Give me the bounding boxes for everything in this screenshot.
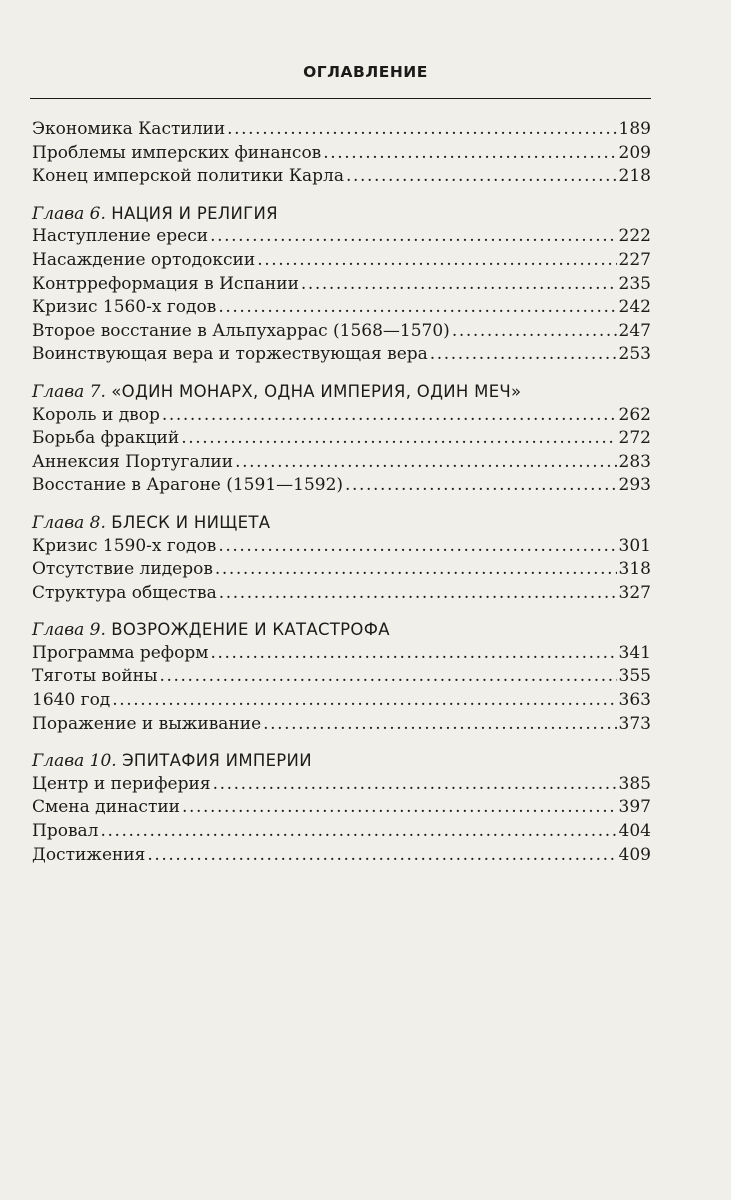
toc-entry-page: 409 — [618, 844, 651, 865]
leader-dots — [210, 225, 616, 249]
leader-dots — [430, 343, 617, 367]
leader-dots — [345, 474, 617, 498]
chapter-name: ЭПИТАФИЯ ИМПЕРИИ — [122, 751, 312, 771]
leader-dots — [112, 689, 616, 713]
chapter-heading — [32, 511, 651, 535]
leader-dots — [162, 404, 617, 428]
toc-entry-title: Восстание в Арагоне (1591—1592) — [32, 475, 344, 496]
chapter-label: Глава 10. — [32, 751, 117, 772]
toc-entry — [32, 404, 651, 428]
toc-entry-page: 242 — [618, 297, 651, 318]
page-title: ОГЛАВЛЕНИЕ — [303, 63, 428, 81]
toc-entry — [32, 689, 651, 713]
toc-entry-title: Наступление ереси — [32, 226, 209, 247]
toc-entry — [32, 142, 651, 166]
leader-dots — [100, 820, 616, 844]
leader-dots — [301, 273, 617, 297]
toc-entry — [32, 796, 651, 820]
leader-dots — [218, 296, 616, 320]
chapter-group-10 — [32, 749, 651, 867]
chapter-name: НАЦИЯ И РЕЛИГИЯ — [111, 203, 278, 223]
chapter-label: Глава 7. — [32, 381, 106, 402]
toc-entry-page: 262 — [618, 404, 651, 425]
toc-entry — [32, 474, 651, 498]
toc-entry-title: Второе восстание в Альпухаррас (1568—1570) — [32, 320, 450, 341]
toc-entry-page: 235 — [618, 273, 651, 294]
toc-entry — [32, 343, 651, 367]
toc-entry — [32, 642, 651, 666]
toc-entry-page: 283 — [618, 451, 651, 472]
toc-entry-title: Тяготы войны — [32, 666, 158, 687]
toc-entry-page: 397 — [618, 797, 651, 818]
toc-entry — [32, 535, 651, 559]
toc-entry-title: Экономика Кастилии — [32, 119, 226, 139]
chapter-heading — [32, 618, 651, 642]
toc-entry — [32, 225, 651, 249]
toc-entry-title: Конец имперской политики Карла — [32, 166, 344, 187]
table-of-contents — [32, 118, 651, 867]
leader-dots — [227, 118, 616, 142]
toc-entry-page: 373 — [618, 713, 651, 734]
toc-entry — [32, 427, 651, 451]
chapter-name: «ОДИН МОНАРХ, ОДНА ИМПЕРИЯ, ОДИН МЕЧ» — [111, 381, 522, 401]
chapter-label: Глава 6. — [32, 203, 106, 224]
toc-entry-page: 318 — [618, 559, 651, 580]
leader-dots — [323, 142, 616, 166]
leader-dots — [210, 642, 616, 666]
chapter-label: Глава 9. — [32, 620, 106, 641]
toc-entry — [32, 320, 651, 344]
toc-entry — [32, 844, 651, 868]
toc-entry-title: Контрреформация в Испании — [32, 273, 299, 294]
toc-entry-page: 272 — [618, 428, 651, 449]
toc-entry-page: 327 — [618, 582, 651, 603]
leader-dots — [160, 665, 617, 689]
leader-dots — [215, 558, 617, 582]
toc-entry-title: Центр и периферия — [32, 773, 211, 794]
toc-entry-page: 247 — [618, 320, 651, 341]
toc-entry-page: 222 — [618, 226, 651, 247]
chapter-heading — [32, 749, 651, 773]
toc-entry-title: 1640 год — [32, 690, 111, 711]
toc-entry-title: Насаждение ортодоксии — [32, 249, 256, 270]
toc-entry-title: Аннексия Португалии — [32, 451, 234, 472]
toc-entry-title: Программа реформ — [32, 642, 209, 663]
leader-dots — [257, 249, 616, 273]
toc-entry — [32, 249, 651, 273]
intro-entry-group — [32, 118, 651, 189]
toc-entry-title: Кризис 1590-х годов — [32, 535, 217, 556]
chapter-label: Глава 8. — [32, 512, 106, 533]
toc-entry-title: Проблемы имперских финансов — [32, 142, 322, 163]
toc-entry-page: 363 — [618, 690, 651, 711]
toc-entry-title: Отсутствие лидеров — [32, 559, 213, 580]
leader-dots — [218, 535, 616, 559]
toc-entry-title: Борьба фракций — [32, 428, 180, 449]
toc-entry — [32, 773, 651, 797]
toc-entry-title: Провал — [32, 821, 99, 842]
toc-entry-title: Достижения — [32, 844, 146, 865]
chapter-group-8 — [32, 511, 651, 605]
toc-entry-title: Структура общества — [32, 582, 217, 603]
toc-entry-page: 189 — [618, 119, 651, 139]
toc-entry-page: 355 — [618, 666, 651, 687]
toc-entry-title: Поражение и выживание — [32, 713, 262, 734]
toc-entry-page: 385 — [618, 773, 651, 794]
toc-entry-page: 404 — [618, 821, 651, 842]
toc-entry-page: 209 — [618, 142, 651, 163]
chapter-group-7 — [32, 380, 651, 498]
chapter-heading — [32, 202, 651, 226]
toc-entry — [32, 713, 651, 737]
leader-dots — [219, 582, 617, 606]
leader-dots — [452, 320, 617, 344]
chapter-name: ВОЗРОЖДЕНИЕ И КАТАСТРОФА — [111, 620, 390, 640]
leader-dots — [213, 773, 617, 797]
chapter-group-9 — [32, 618, 651, 736]
leader-dots — [147, 844, 616, 868]
toc-entry-page: 341 — [618, 642, 651, 663]
toc-entry — [32, 665, 651, 689]
toc-entry — [32, 273, 651, 297]
toc-entry-page: 301 — [618, 535, 651, 556]
toc-entry — [32, 820, 651, 844]
toc-entry-page: 218 — [618, 166, 651, 187]
toc-entry — [32, 296, 651, 320]
chapter-group-6 — [32, 202, 651, 367]
toc-entry-page: 227 — [618, 249, 651, 270]
header-divider — [30, 98, 651, 99]
leader-dots — [181, 427, 616, 451]
toc-entry-page: 293 — [618, 475, 651, 496]
toc-entry — [32, 165, 651, 189]
leader-dots — [346, 165, 617, 189]
toc-entry — [32, 118, 651, 142]
toc-entry-title: Кризис 1560-х годов — [32, 297, 217, 318]
toc-entry — [32, 582, 651, 606]
toc-entry-title: Воинствующая вера и торжествующая вера — [32, 344, 428, 365]
chapter-heading — [32, 380, 651, 404]
chapter-name: БЛЕСК И НИЩЕТА — [111, 512, 271, 532]
toc-entry — [32, 558, 651, 582]
toc-entry-title: Король и двор — [32, 404, 160, 425]
leader-dots — [235, 451, 616, 475]
leader-dots — [182, 796, 617, 820]
toc-entry-title: Смена династии — [32, 797, 181, 818]
toc-entry — [32, 451, 651, 475]
leader-dots — [263, 713, 616, 737]
toc-entry-page: 253 — [618, 344, 651, 365]
